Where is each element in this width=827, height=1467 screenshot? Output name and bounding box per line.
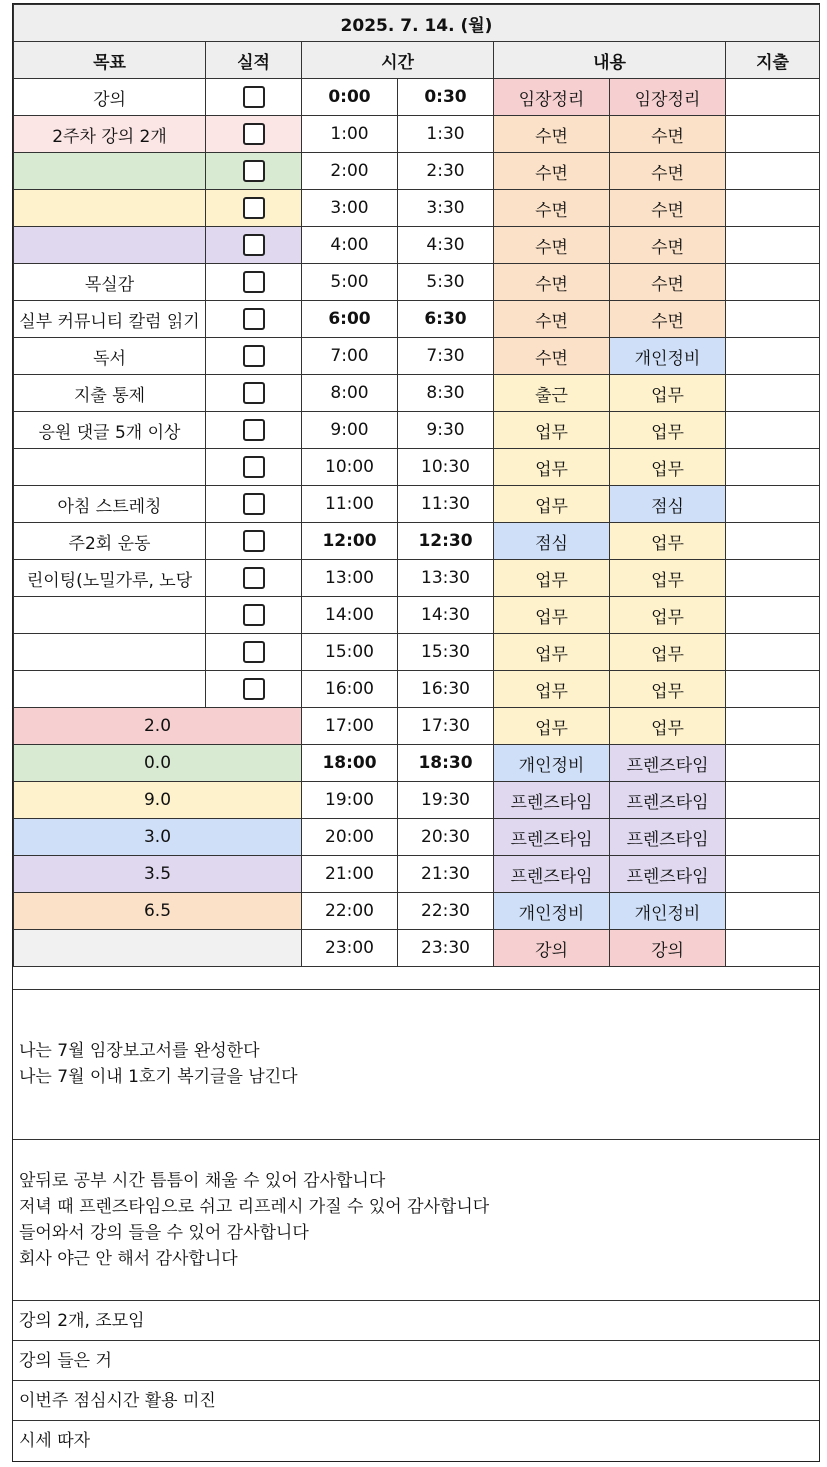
- schedule-row: [14, 671, 820, 708]
- done-cell: [206, 597, 302, 634]
- done-cell: [206, 116, 302, 153]
- time-half-cell: 11:30: [398, 486, 494, 523]
- time-start-cell: 7:00: [302, 338, 398, 375]
- time-start-cell: 6:00: [302, 301, 398, 338]
- expense-cell[interactable]: [726, 449, 820, 486]
- goal-cell[interactable]: [14, 597, 206, 634]
- expense-cell[interactable]: [726, 486, 820, 523]
- expense-cell[interactable]: [726, 893, 820, 930]
- activity-cell[interactable]: 개인정비: [494, 893, 610, 930]
- activity-cell[interactable]: 업무: [494, 708, 610, 745]
- affirmation-line: 나는 7월 이내 1호기 복기글을 남긴다: [19, 1067, 298, 1087]
- done-cell: [206, 449, 302, 486]
- schedule-row: [14, 190, 820, 227]
- done-cell: [206, 523, 302, 560]
- done-cell: [206, 338, 302, 375]
- goal-cell[interactable]: 응원 댓글 5개 이상: [14, 412, 206, 449]
- done-cell: [206, 375, 302, 412]
- note-row-2[interactable]: 강의 들은 거: [13, 1340, 819, 1380]
- expense-header: 지출: [726, 42, 820, 79]
- expense-cell[interactable]: [726, 819, 820, 856]
- activity-cell[interactable]: 업무: [610, 597, 726, 634]
- time-start-cell: 10:00: [302, 449, 398, 486]
- time-start-cell: 5:00: [302, 264, 398, 301]
- activity-cell[interactable]: 개인정비: [610, 893, 726, 930]
- time-start-cell: 8:00: [302, 375, 398, 412]
- time-half-cell: 2:30: [398, 153, 494, 190]
- done-checkbox[interactable]: [243, 604, 265, 626]
- time-half-cell: 10:30: [398, 449, 494, 486]
- goal-cell[interactable]: [14, 227, 206, 264]
- time-start-cell: 1:00: [302, 116, 398, 153]
- activity-cell[interactable]: 강의: [610, 930, 726, 967]
- activity-cell[interactable]: 수면: [494, 190, 610, 227]
- time-start-cell: 14:00: [302, 597, 398, 634]
- time-start-cell: 19:00: [302, 782, 398, 819]
- activity-cell[interactable]: 업무: [494, 486, 610, 523]
- time-half-cell: 8:30: [398, 375, 494, 412]
- done-cell: [206, 264, 302, 301]
- affirmations-block[interactable]: [13, 989, 819, 1139]
- expense-cell[interactable]: [726, 190, 820, 227]
- activity-cell[interactable]: 업무: [494, 412, 610, 449]
- activity-cell[interactable]: 업무: [610, 560, 726, 597]
- schedule-row: [14, 930, 820, 967]
- activity-cell[interactable]: 강의: [494, 930, 610, 967]
- gratitude-line: 회사 야근 안 해서 감사합니다: [19, 1249, 238, 1269]
- done-cell: [206, 153, 302, 190]
- expense-cell[interactable]: [726, 227, 820, 264]
- expense-cell[interactable]: [726, 153, 820, 190]
- done-cell: [206, 634, 302, 671]
- gratitude-line: 앞뒤로 공부 시간 틈틈이 채울 수 있어 감사합니다: [19, 1171, 386, 1191]
- activity-cell[interactable]: 업무: [610, 412, 726, 449]
- activity-cell[interactable]: 수면: [494, 338, 610, 375]
- goal-cell[interactable]: 강의: [14, 79, 206, 116]
- activity-cell[interactable]: 개인정비: [494, 745, 610, 782]
- expense-cell[interactable]: [726, 523, 820, 560]
- done-checkbox[interactable]: [243, 419, 265, 441]
- category-total-cell: 9.0: [14, 782, 302, 819]
- activity-cell[interactable]: 업무: [610, 671, 726, 708]
- time-half-cell: 20:30: [398, 819, 494, 856]
- time-half-cell: 5:30: [398, 264, 494, 301]
- done-checkbox[interactable]: [243, 308, 265, 330]
- activity-cell[interactable]: 수면: [610, 227, 726, 264]
- activity-cell[interactable]: 수면: [494, 301, 610, 338]
- schedule-row: [14, 597, 820, 634]
- schedule-row: [14, 708, 820, 745]
- time-start-cell: 2:00: [302, 153, 398, 190]
- note-row-4[interactable]: 시세 따자: [13, 1420, 819, 1460]
- time-half-cell: 7:30: [398, 338, 494, 375]
- expense-cell[interactable]: [726, 412, 820, 449]
- schedule-row: [14, 523, 820, 560]
- done-cell: [206, 190, 302, 227]
- done-cell: [206, 486, 302, 523]
- goal-cell[interactable]: [14, 634, 206, 671]
- time-half-cell: 6:30: [398, 301, 494, 338]
- done-checkbox[interactable]: [243, 123, 265, 145]
- activity-cell[interactable]: 수면: [610, 153, 726, 190]
- activity-cell[interactable]: 임장정리: [494, 79, 610, 116]
- done-checkbox[interactable]: [243, 641, 265, 663]
- activity-cell[interactable]: 프렌즈타임: [494, 819, 610, 856]
- expense-cell[interactable]: [726, 79, 820, 116]
- goal-cell[interactable]: 2주차 강의 2개: [14, 116, 206, 153]
- time-half-cell: 17:30: [398, 708, 494, 745]
- schedule-row: [14, 634, 820, 671]
- activity-cell[interactable]: 프렌즈타임: [610, 819, 726, 856]
- daily-planner-sheet: [12, 3, 820, 1462]
- expense-cell[interactable]: [726, 301, 820, 338]
- activity-cell[interactable]: 점심: [610, 486, 726, 523]
- date-header: 2025. 7. 14. (월): [14, 5, 820, 42]
- expense-cell[interactable]: [726, 116, 820, 153]
- activity-cell[interactable]: 수면: [610, 190, 726, 227]
- goal-cell[interactable]: [14, 449, 206, 486]
- done-cell: [206, 560, 302, 597]
- category-total-cell: 0.0: [14, 745, 302, 782]
- time-start-cell: 21:00: [302, 856, 398, 893]
- time-start-cell: 15:00: [302, 634, 398, 671]
- time-start-cell: 20:00: [302, 819, 398, 856]
- time-half-cell: 12:30: [398, 523, 494, 560]
- schedule-row: [14, 782, 820, 819]
- expense-cell[interactable]: [726, 560, 820, 597]
- activity-cell[interactable]: 업무: [610, 634, 726, 671]
- activity-cell[interactable]: 업무: [494, 449, 610, 486]
- goal-cell[interactable]: 아침 스트레칭: [14, 486, 206, 523]
- content-header: 내용: [494, 42, 726, 79]
- time-half-cell: 13:30: [398, 560, 494, 597]
- time-half-cell: 18:30: [398, 745, 494, 782]
- schedule-row: [14, 856, 820, 893]
- time-half-cell: 21:30: [398, 856, 494, 893]
- schedule-row: [14, 745, 820, 782]
- activity-cell[interactable]: 임장정리: [610, 79, 726, 116]
- goal-cell[interactable]: 지출 통제: [14, 375, 206, 412]
- done-checkbox[interactable]: [243, 382, 265, 404]
- goal-cell[interactable]: 린이팅(노밀가루, 노당: [14, 560, 206, 597]
- expense-cell[interactable]: [726, 782, 820, 819]
- activity-cell[interactable]: 수면: [610, 264, 726, 301]
- time-header: 시간: [302, 42, 494, 79]
- goal-cell[interactable]: 주2회 운동: [14, 523, 206, 560]
- activity-cell[interactable]: 수면: [494, 116, 610, 153]
- activity-cell[interactable]: 수면: [610, 301, 726, 338]
- schedule-row: [14, 338, 820, 375]
- time-start-cell: 9:00: [302, 412, 398, 449]
- time-start-cell: 12:00: [302, 523, 398, 560]
- schedule-row: [14, 116, 820, 153]
- activity-cell[interactable]: 업무: [610, 375, 726, 412]
- done-checkbox[interactable]: [243, 567, 265, 589]
- expense-cell[interactable]: [726, 634, 820, 671]
- done-checkbox[interactable]: [243, 345, 265, 367]
- time-half-cell: 14:30: [398, 597, 494, 634]
- time-start-cell: 13:00: [302, 560, 398, 597]
- done-checkbox[interactable]: [243, 197, 265, 219]
- expense-cell[interactable]: [726, 930, 820, 967]
- time-start-cell: 17:00: [302, 708, 398, 745]
- affirmation-line: 나는 7월 임장보고서를 완성한다: [19, 1041, 260, 1061]
- expense-cell[interactable]: [726, 671, 820, 708]
- category-total-cell: 3.5: [14, 856, 302, 893]
- done-cell: [206, 671, 302, 708]
- time-half-cell: 0:30: [398, 79, 494, 116]
- goal-cell[interactable]: 목실감: [14, 264, 206, 301]
- time-start-cell: 11:00: [302, 486, 398, 523]
- activity-cell[interactable]: 프렌즈타임: [610, 745, 726, 782]
- done-checkbox[interactable]: [243, 678, 265, 700]
- gratitude-line: 들어와서 강의 들을 수 있어 감사합니다: [19, 1223, 309, 1243]
- done-cell: [206, 412, 302, 449]
- done-header: 실적: [206, 42, 302, 79]
- done-checkbox[interactable]: [243, 530, 265, 552]
- category-total-cell: 3.0: [14, 819, 302, 856]
- done-checkbox[interactable]: [243, 271, 265, 293]
- activity-cell[interactable]: 수면: [494, 153, 610, 190]
- goal-cell[interactable]: [14, 671, 206, 708]
- category-total-cell: [14, 930, 302, 967]
- schedule-row: [14, 449, 820, 486]
- goal-cell[interactable]: [14, 190, 206, 227]
- activity-cell[interactable]: 업무: [610, 708, 726, 745]
- expense-cell[interactable]: [726, 856, 820, 893]
- done-cell: [206, 227, 302, 264]
- time-start-cell: 18:00: [302, 745, 398, 782]
- done-checkbox[interactable]: [243, 86, 265, 108]
- done-checkbox[interactable]: [243, 234, 265, 256]
- expense-cell[interactable]: [726, 264, 820, 301]
- category-total-cell: 6.5: [14, 893, 302, 930]
- activity-cell[interactable]: 출근: [494, 375, 610, 412]
- schedule-row: [14, 893, 820, 930]
- time-half-cell: 1:30: [398, 116, 494, 153]
- schedule-row: [14, 79, 820, 116]
- expense-cell[interactable]: [726, 745, 820, 782]
- activity-cell[interactable]: 수면: [610, 116, 726, 153]
- activity-cell[interactable]: 개인정비: [610, 338, 726, 375]
- activity-cell[interactable]: 업무: [494, 634, 610, 671]
- expense-cell[interactable]: [726, 708, 820, 745]
- time-start-cell: 4:00: [302, 227, 398, 264]
- activity-cell[interactable]: 프렌즈타임: [610, 782, 726, 819]
- note-row-1[interactable]: 강의 2개, 조모임: [13, 1300, 819, 1340]
- time-half-cell: 19:30: [398, 782, 494, 819]
- time-half-cell: 4:30: [398, 227, 494, 264]
- done-checkbox[interactable]: [243, 456, 265, 478]
- category-total-cell: 2.0: [14, 708, 302, 745]
- time-start-cell: 23:00: [302, 930, 398, 967]
- gratitude-line: 저녁 때 프렌즈타임으로 쉬고 리프레시 가질 수 있어 감사합니다: [19, 1197, 490, 1217]
- time-half-cell: 22:30: [398, 893, 494, 930]
- time-start-cell: 16:00: [302, 671, 398, 708]
- time-start-cell: 0:00: [302, 79, 398, 116]
- activity-cell[interactable]: 수면: [494, 264, 610, 301]
- schedule-row: [14, 486, 820, 523]
- schedule-table: [13, 4, 820, 967]
- time-half-cell: 23:30: [398, 930, 494, 967]
- activity-cell[interactable]: 업무: [610, 449, 726, 486]
- expense-cell[interactable]: [726, 375, 820, 412]
- activity-cell[interactable]: 업무: [494, 560, 610, 597]
- gratitude-block[interactable]: [13, 1139, 819, 1300]
- time-half-cell: 9:30: [398, 412, 494, 449]
- time-start-cell: 3:00: [302, 190, 398, 227]
- done-checkbox[interactable]: [243, 160, 265, 182]
- time-half-cell: 15:30: [398, 634, 494, 671]
- done-checkbox[interactable]: [243, 493, 265, 515]
- expense-cell[interactable]: [726, 597, 820, 634]
- goal-cell[interactable]: 독서: [14, 338, 206, 375]
- schedule-row: [14, 819, 820, 856]
- activity-cell[interactable]: 프렌즈타임: [610, 856, 726, 893]
- expense-cell[interactable]: [726, 338, 820, 375]
- time-half-cell: 3:30: [398, 190, 494, 227]
- goal-header: 목표: [14, 42, 206, 79]
- schedule-row: [14, 264, 820, 301]
- activity-cell[interactable]: 점심: [494, 523, 610, 560]
- time-half-cell: 16:30: [398, 671, 494, 708]
- activity-cell[interactable]: 프렌즈타임: [494, 856, 610, 893]
- activity-cell[interactable]: 업무: [610, 523, 726, 560]
- activity-cell[interactable]: 업무: [494, 671, 610, 708]
- schedule-row: [14, 153, 820, 190]
- activity-cell[interactable]: 수면: [494, 227, 610, 264]
- done-cell: [206, 79, 302, 116]
- schedule-row: [14, 227, 820, 264]
- time-start-cell: 22:00: [302, 893, 398, 930]
- activity-cell[interactable]: 프렌즈타임: [494, 782, 610, 819]
- note-row-3[interactable]: 이번주 점심시간 활용 미진: [13, 1380, 819, 1420]
- activity-cell[interactable]: 업무: [494, 597, 610, 634]
- schedule-row: [14, 560, 820, 597]
- done-cell: [206, 301, 302, 338]
- goal-cell[interactable]: [14, 153, 206, 190]
- schedule-row: [14, 301, 820, 338]
- schedule-row: [14, 412, 820, 449]
- goal-cell[interactable]: 실부 커뮤니티 칼럼 읽기: [14, 301, 206, 338]
- schedule-row: [14, 375, 820, 412]
